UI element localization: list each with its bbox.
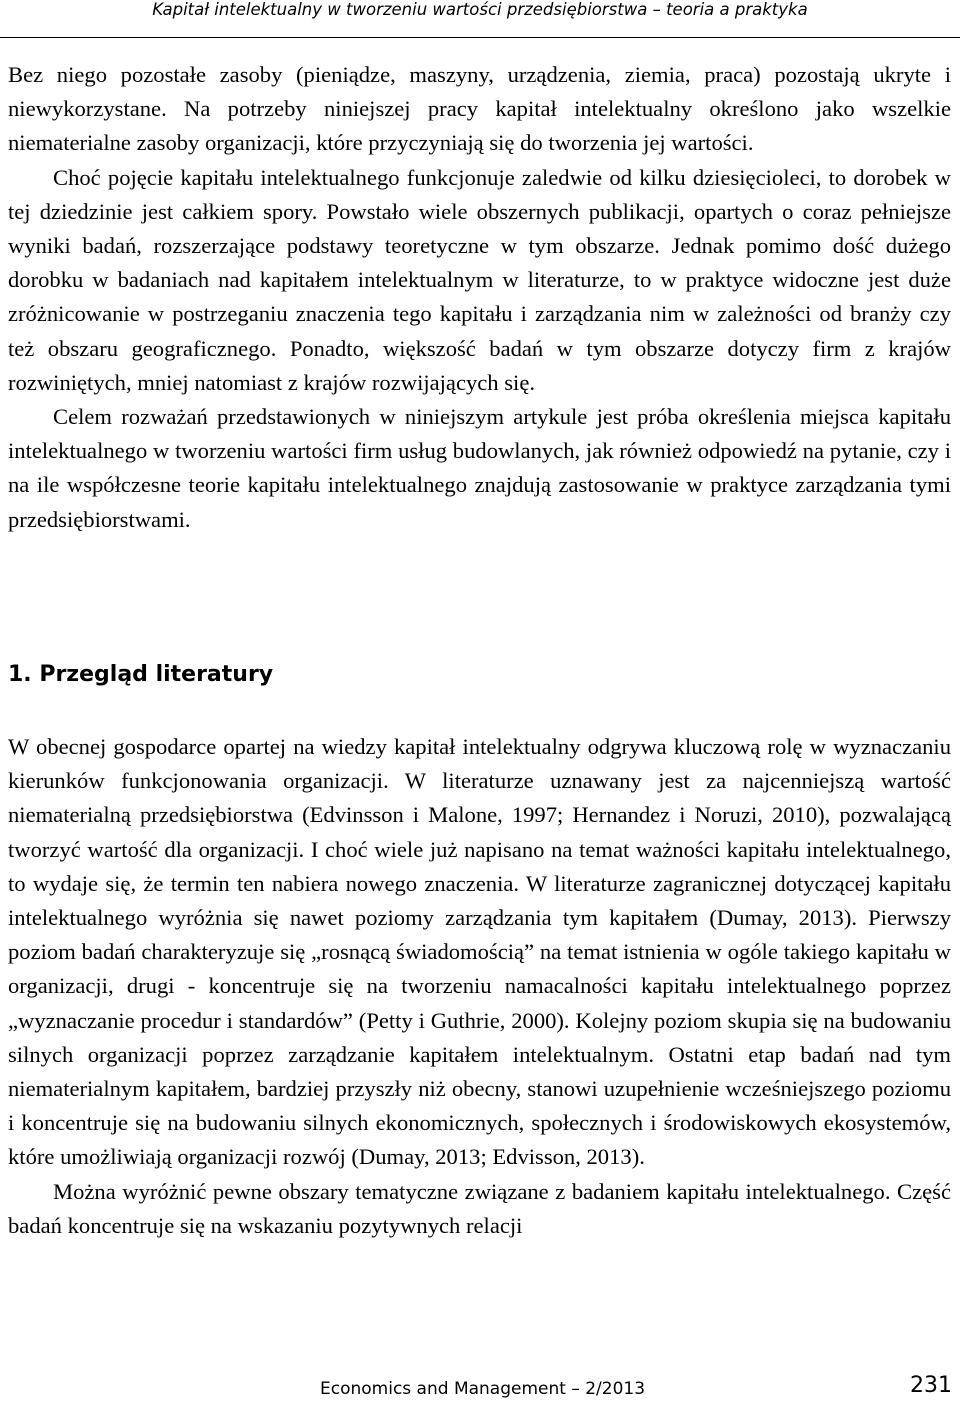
section-heading: 1. Przegląd literatury [8,662,274,687]
intro-body [8,58,951,537]
journal-name: Economics and Management – 2/2013 [320,1379,646,1399]
paragraph: Można wyróżnić pewne obszary tematyczne związane z badaniem kapitału intelektualnego. Część badań koncentruje się na wskazaniu pozytywnych relacji [8,1178,951,1238]
section-body [8,730,951,1243]
page-number: 231 [910,1373,952,1398]
paragraph: Celem rozważań przedstawionych w niniejszym artykule jest próba określenia miejsca kapitału intelektualnego w tworzeniu wartości firm usług budowlanych, jak również odpowiedź na pytanie, czy i na ile współczesne teorie kapitału intelektualnego znajdują zastosowanie w praktyce zarządzania tymi przedsiębiorstwami. [8,404,951,532]
running-title: Kapitał intelektualny w tworzeniu wartości przedsiębiorstwa – teoria a praktyka [152,0,808,19]
paragraph: Bez niego pozostałe zasoby (pieniądze, maszyny, urządzenia, ziemia, praca) pozostają ukryte i niewykorzystane. Na potrzeby niniejszej pracy kapitał intelektualny określono jako wszelkie niematerialne zasoby organizacji, które przyczyniają się do tworzenia jej wartości. [8,62,951,156]
paragraph: Choć pojęcie kapitału intelektualnego funkcjonuje zaledwie od kilku dziesięcioleci, to dorobek w tej dziedzinie jest całkiem spory. Powstało wiele obszernych publikacji, opartych o coraz pełniejsze wyniki badań, rozszerzające podstawy teoretyczne w tym obszarze. Jednak pomimo dość dużego dorobku w badaniach nad kapitałem intelektualnym w literaturze, to w praktyce widoczne jest duże zróżnicowanie w postrzeganiu znaczenia tego kapitału i zarządzania nim w zależności od branży czy też obszaru geograficznego. Ponadto, większość badań w tym obszarze dotyczy firm z krajów rozwiniętych, mniej natomiast z krajów rozwijających się. [8,164,951,395]
page-footer [320,1373,952,1402]
running-header [0,0,960,38]
paragraph: W obecnej gospodarce opartej na wiedzy kapitał intelektualny odgrywa kluczową rolę w wyznaczaniu kierunków funkcjonowania organizacji. W literaturze uznawany jest za najcenniejszą wartość niematerialną przedsiębiorstwa (Edvinsson i Malone, 1997; Hernandez i Noruzi, 2010), pozwalającą tworzyć wartość dla organizacji. I choć wiele już napisano na temat ważności kapitału intelektualnego, to wydaje się, że termin ten nabiera nowego znaczenia. W literaturze zagranicznej dotyczącej kapitału intelektualnego wyróżnia się nawet poziomy zarządzania tym kapitałem (Dumay, 2013). Pierwszy poziom badań charakteryzuje się „rosnącą świadomością” na temat istnienia w ogóle takiego kapitału w organizacji, drugi - koncentruje się na tworzeniu namacalności kapitału intelektualnego poprzez „wyznaczanie procedur i standardów” (Petty i Guthrie, 2000). Kolejny poziom skupia się na budowaniu silnych organizacji poprzez zarządzanie kapitałem intelektualnym. Ostatni etap badań nad tym niematerialnym kapitałem, bardziej przyszły niż obecny, stanowi uzupełnienie wcześniejszego poziomu i koncentruje się na budowaniu silnych ekonomicznych, społecznych i środowiskowych ekosystemów, które umożliwiają organizacji rozwój (Dumay, 2013; Edvisson, 2013). [8,734,951,1170]
